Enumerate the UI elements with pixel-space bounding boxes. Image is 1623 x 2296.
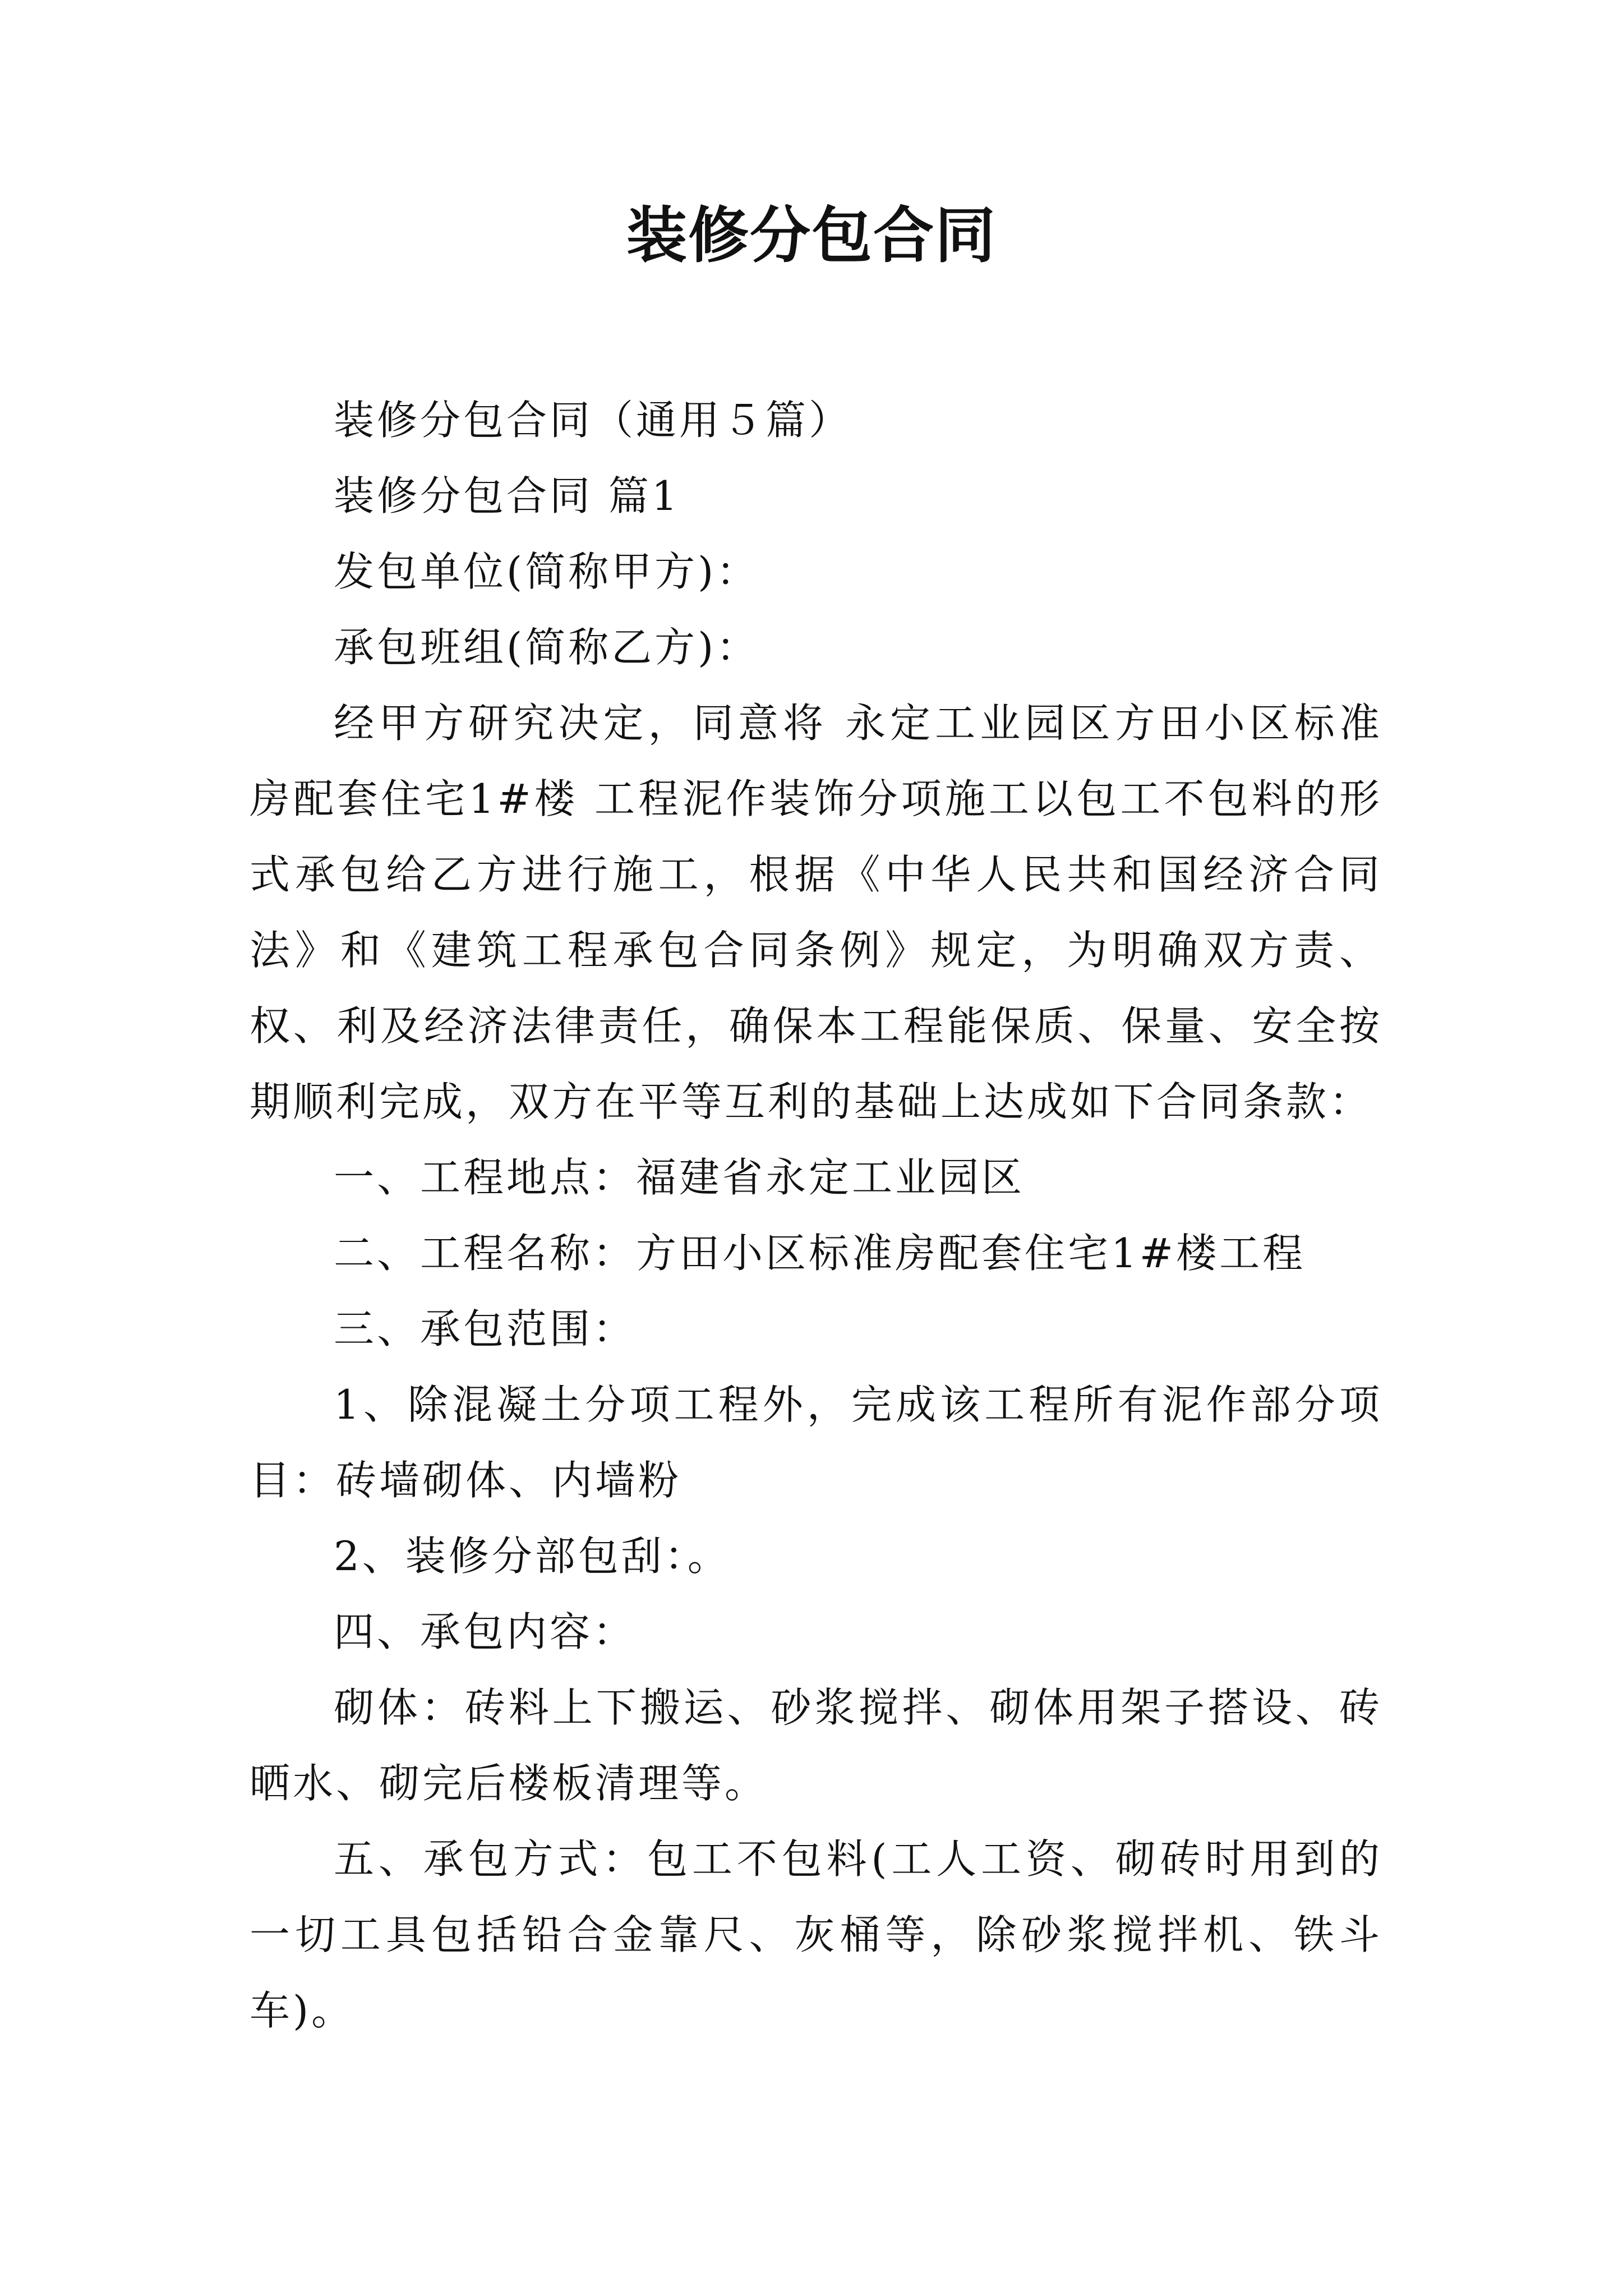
paragraph-project-name: 二、工程名称：方田小区标准房配套住宅1#楼工程 xyxy=(334,1230,1306,1277)
paragraph-article-heading: 装修分包合同 篇1 xyxy=(334,472,680,519)
paragraph-content-heading: 四、承包内容： xyxy=(334,1608,637,1655)
paragraph-site: 一、工程地点：福建省永定工业园区 xyxy=(334,1154,1025,1201)
document-body xyxy=(250,383,1382,2049)
paragraph-contract-method: 五、承包方式：包工不包料(工人工资、砌砖时用到的一切工具包括铅合金靠尺、灰桶等，除砂浆搅拌机、铁斗车)。 xyxy=(250,1835,1382,2034)
paragraph-subtitle: 装修分包合同（通用５篇） xyxy=(334,397,852,444)
paragraph-scope-item-2: 2、装修分部包刮：。 xyxy=(334,1533,731,1580)
paragraph-party-b: 承包班组(简称乙方)： xyxy=(334,624,760,671)
paragraph-party-a: 发包单位(简称甲方)： xyxy=(334,548,760,595)
paragraph-scope-item-1: 1、除混凝土分项工程外，完成该工程所有泥作部分项目：砖墙砌体、内墙粉 xyxy=(250,1381,1382,1504)
paragraph-scope-heading: 三、承包范围： xyxy=(334,1305,637,1352)
document-title: 装修分包合同 xyxy=(626,200,997,271)
paragraph-preamble: 经甲方研究决定，同意将 永定工业园区方田小区标准房配套住宅1#楼 工程泥作装饰分项施工以包工不包料的形式承包给乙方进行施工，根据《中华人民共和国经济合同法》和《建筑工程承包合同条例》规定，为明确双方责、权、利及经济法律责任，确保本工程能保质、保量、安全按期顺利完成，双方在平等互利的基础上达成如下合同条款： xyxy=(250,700,1382,1125)
paragraph-masonry: 砌体：砖料上下搬运、砂浆搅拌、砌体用架子搭设、砖晒水、砌完后楼板清理等。 xyxy=(250,1684,1382,1807)
